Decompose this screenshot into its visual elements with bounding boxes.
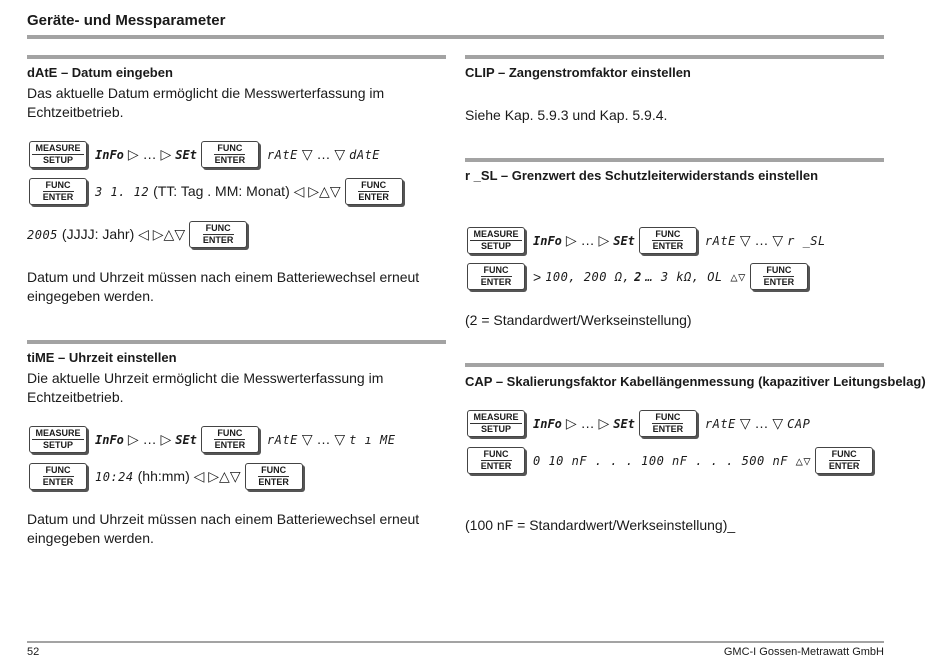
func-enter-key[interactable]: FUNC ENTER [189, 221, 247, 248]
lcd-text: SEt [613, 416, 635, 431]
footer-rule [27, 641, 884, 643]
func-enter-key[interactable]: FUNC ENTER [639, 227, 697, 254]
func-enter-key[interactable]: FUNC ENTER [467, 447, 525, 474]
header-rule [27, 35, 884, 39]
arrow-sequence: ▽ … ▽ [739, 232, 784, 248]
section-heading-cap: CAP – Skalierungsfaktor Kabellängenmessung (kapazitiver Leitungsbelag) [465, 374, 926, 389]
lcd-text: SEt [613, 233, 635, 248]
sequence-description: (JJJJ: Jahr) ◁ ▷△▽ [61, 226, 186, 242]
sequence-description: (TT: Tag . MM: Monat) ◁ ▷△▽ [153, 183, 341, 199]
section-rule [27, 55, 446, 59]
arrow-sequence: ▷ … ▷ [565, 232, 610, 248]
func-enter-key[interactable]: FUNC ENTER [815, 447, 873, 474]
section-intro-date: Das aktuelle Datum ermöglicht die Messwerterfassung im Echtzeitbetrieb. [27, 85, 385, 120]
lcd-text: 2 [634, 269, 642, 284]
lcd-text: SEt [175, 147, 197, 162]
section-rule [465, 363, 884, 367]
lcd-text: 2005 [27, 227, 58, 242]
page-number: 52 [27, 646, 40, 658]
section-rule [465, 158, 884, 162]
lcd-text: InFo [533, 416, 562, 431]
section-heading-time: tiME – Uhrzeit einstellen [27, 350, 177, 365]
func-enter-key[interactable]: FUNC ENTER [29, 463, 87, 490]
lcd-text: r _SL [787, 233, 826, 248]
sequence-rsl-2 [467, 263, 812, 290]
section-note-date: Datum und Uhrzeit müssen nach einem Batteriewechsel erneut eingegeben werden. [27, 269, 420, 304]
lcd-text: SEt [175, 432, 197, 447]
lcd-text: 100, 200 Ω, [545, 269, 631, 284]
sequence-time-1 [29, 426, 395, 453]
arrow-sequence: ▷ … ▷ [127, 146, 172, 162]
company-name: GMC-I Gossen-Metrawatt GmbH [723, 646, 884, 658]
lcd-text: rAtE [704, 233, 736, 248]
greater-than-symbol: > [533, 268, 542, 285]
section-note-cap: (100 nF = Standardwert/Werkseinstellung)_ [465, 517, 736, 533]
func-enter-key[interactable]: FUNC ENTER [201, 426, 259, 453]
arrow-sequence: ▽ … ▽ [301, 146, 346, 162]
lcd-text: InFo [533, 233, 562, 248]
func-enter-key[interactable]: FUNC ENTER [201, 141, 259, 168]
page-title: Geräte- und Messparameter [27, 12, 226, 29]
sequence-date-2 [29, 178, 407, 205]
arrow-sequence: ▽ … ▽ [301, 431, 346, 447]
section-note-rsl: (2 = Standardwert/Werkseinstellung) [465, 312, 692, 328]
lcd-text: … 3 kΩ, OL △▽ [645, 269, 746, 284]
lcd-text: 0 10 nF . . . 100 nF . . . 500 nF △▽ [533, 453, 812, 468]
func-enter-key[interactable]: FUNC ENTER [245, 463, 303, 490]
section-heading-clip: CLIP – Zangenstromfaktor einstellen [465, 65, 691, 80]
section-heading-date: dAtE – Datum eingeben [27, 65, 173, 80]
section-note-time: Datum und Uhrzeit müssen nach einem Batteriewechsel erneut eingegeben werden. [27, 511, 420, 546]
func-enter-key[interactable]: FUNC ENTER [467, 263, 525, 290]
lcd-text: InFo [95, 432, 124, 447]
lcd-text: dAtE [349, 147, 381, 162]
sequence-cap-1 [467, 410, 810, 437]
lcd-text: 10:24 [95, 469, 134, 484]
section-intro-time: Die aktuelle Uhrzeit ermöglicht die Messwerterfassung im Echtzeitbetrieb. [27, 370, 384, 405]
func-enter-key[interactable]: FUNC ENTER [750, 263, 808, 290]
arrow-sequence: ▷ … ▷ [565, 415, 610, 431]
measure-setup-key[interactable]: MEASURE SETUP [467, 227, 525, 254]
sequence-date-1 [29, 141, 380, 168]
sequence-description: (hh:mm) ◁ ▷△▽ [137, 468, 241, 484]
measure-setup-key[interactable]: MEASURE SETUP [467, 410, 525, 437]
func-enter-key[interactable]: FUNC ENTER [345, 178, 403, 205]
section-heading-rsl: r _SL – Grenzwert des Schutzleiterwiderstands einstellen [465, 168, 819, 183]
func-enter-key[interactable]: FUNC ENTER [639, 410, 697, 437]
lcd-text: rAtE [266, 147, 298, 162]
section-text-clip: Siehe Kap. 5.9.3 und Kap. 5.9.4. [465, 107, 668, 123]
lcd-text: CAP [787, 416, 811, 431]
section-rule [465, 55, 884, 59]
lcd-text: rAtE [266, 432, 298, 447]
sequence-time-2 [29, 463, 307, 490]
section-rule [27, 340, 446, 344]
lcd-text: t ı ME [349, 432, 396, 447]
arrow-sequence: ▽ … ▽ [739, 415, 784, 431]
sequence-cap-2 [467, 447, 877, 474]
arrow-sequence: ▷ … ▷ [127, 431, 172, 447]
func-enter-key[interactable]: FUNC ENTER [29, 178, 87, 205]
measure-setup-key[interactable]: MEASURE SETUP [29, 141, 87, 168]
lcd-text: InFo [95, 147, 124, 162]
sequence-date-3 [27, 221, 251, 248]
sequence-rsl-1 [467, 227, 826, 254]
lcd-text: 3 1. 12 [95, 184, 150, 199]
lcd-text: rAtE [704, 416, 736, 431]
measure-setup-key[interactable]: MEASURE SETUP [29, 426, 87, 453]
